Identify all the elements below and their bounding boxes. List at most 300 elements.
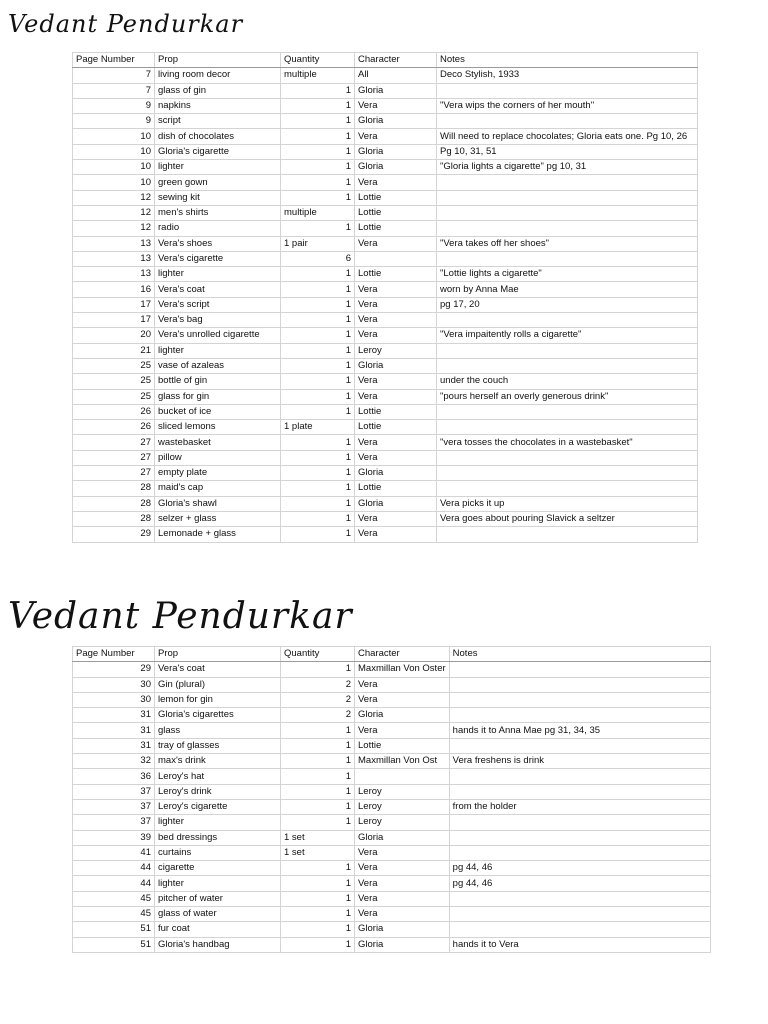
notes-cell (437, 83, 698, 98)
quantity-cell: 1 (281, 404, 355, 419)
prop-cell: selzer + glass (155, 511, 281, 526)
prop-cell: Gloria's handbag (155, 937, 281, 952)
quantity-cell: 1 (281, 876, 355, 891)
prop-cell: lighter (155, 160, 281, 175)
prop-cell: Vera's shoes (155, 236, 281, 251)
notes-cell (449, 830, 710, 845)
notes-cell (449, 662, 710, 677)
column-header: Page Number (73, 53, 155, 68)
quantity-cell: 1 (281, 799, 355, 814)
notes-cell (449, 922, 710, 937)
column-header: Notes (437, 53, 698, 68)
prop-cell: lighter (155, 815, 281, 830)
quantity-cell: 1 (281, 190, 355, 205)
table-row (73, 466, 698, 481)
quantity-cell: 1 (281, 144, 355, 159)
quantity-cell: 1 (281, 723, 355, 738)
table-row (73, 313, 698, 328)
quantity-cell: 1 (281, 221, 355, 236)
notes-cell (437, 114, 698, 129)
table-row (73, 175, 698, 190)
notes-cell: pg 44, 46 (449, 861, 710, 876)
prop-cell: radio (155, 221, 281, 236)
table-row (73, 891, 711, 906)
notes-cell (449, 845, 710, 860)
prop-cell: living room decor (155, 68, 281, 83)
page-number-cell: 26 (73, 420, 155, 435)
prop-cell: cigarette (155, 861, 281, 876)
header-row (73, 647, 711, 662)
notes-cell (449, 692, 710, 707)
quantity-cell: 1 (281, 861, 355, 876)
quantity-cell: 1 (281, 175, 355, 190)
prop-cell: men's shirts (155, 205, 281, 220)
prop-cell: Vera's coat (155, 662, 281, 677)
page-number-cell: 31 (73, 708, 155, 723)
page-number-cell: 10 (73, 160, 155, 175)
page-number-cell: 28 (73, 481, 155, 496)
props-table (72, 646, 711, 953)
quantity-cell: 1 (281, 343, 355, 358)
prop-cell: lemon for gin (155, 692, 281, 707)
page-number-cell: 13 (73, 236, 155, 251)
character-cell: Vera (355, 677, 450, 692)
prop-cell: Gin (plural) (155, 677, 281, 692)
quantity-cell: 1 pair (281, 236, 355, 251)
page-number-cell: 20 (73, 328, 155, 343)
notes-cell: Vera picks it up (437, 496, 698, 511)
character-cell: Lottie (355, 738, 450, 753)
notes-cell (449, 738, 710, 753)
quantity-cell: 1 (281, 662, 355, 677)
prop-cell: empty plate (155, 466, 281, 481)
prop-cell: Vera's bag (155, 313, 281, 328)
prop-cell: bed dressings (155, 830, 281, 845)
character-cell: Vera (355, 907, 450, 922)
quantity-cell: 1 (281, 784, 355, 799)
table-row (73, 282, 698, 297)
character-cell: Maxmillan Von Oster (355, 662, 450, 677)
table-row (73, 662, 711, 677)
prop-cell: max's drink (155, 754, 281, 769)
page-number-cell: 13 (73, 267, 155, 282)
prop-cell: pillow (155, 450, 281, 465)
character-cell: Gloria (355, 937, 450, 952)
notes-cell: under the couch (437, 374, 698, 389)
table-row (73, 343, 698, 358)
notes-cell (437, 190, 698, 205)
table-row (73, 496, 698, 511)
character-cell: Vera (355, 511, 437, 526)
notes-cell (437, 221, 698, 236)
prop-cell: Vera's unrolled cigarette (155, 328, 281, 343)
page-number-cell: 25 (73, 389, 155, 404)
page-number-cell: 37 (73, 784, 155, 799)
character-cell: Lottie (355, 481, 437, 496)
prop-cell: glass (155, 723, 281, 738)
page-number-cell: 28 (73, 511, 155, 526)
notes-cell (449, 769, 710, 784)
table-row (73, 511, 698, 526)
character-cell: Gloria (355, 922, 450, 937)
page-number-cell: 25 (73, 374, 155, 389)
prop-cell: bucket of ice (155, 404, 281, 419)
quantity-cell: 1 set (281, 845, 355, 860)
character-cell: Gloria (355, 358, 437, 373)
notes-cell: hands it to Vera (449, 937, 710, 952)
quantity-cell: 1 (281, 754, 355, 769)
prop-cell: Leroy's hat (155, 769, 281, 784)
page-number-cell: 37 (73, 799, 155, 814)
page-number-cell: 28 (73, 496, 155, 511)
notes-cell (437, 527, 698, 542)
column-header: Quantity (281, 53, 355, 68)
page-number-cell: 7 (73, 68, 155, 83)
column-header: Page Number (73, 647, 155, 662)
table-row (73, 374, 698, 389)
character-cell: Lottie (355, 205, 437, 220)
character-cell: Lottie (355, 190, 437, 205)
prop-cell: lighter (155, 876, 281, 891)
character-cell: Gloria (355, 160, 437, 175)
character-cell: Gloria (355, 114, 437, 129)
notes-cell: Pg 10, 31, 51 (437, 144, 698, 159)
props-table (72, 52, 698, 543)
prop-cell: glass for gin (155, 389, 281, 404)
table-row (73, 114, 698, 129)
table-row (73, 723, 711, 738)
column-header: Character (355, 647, 450, 662)
notes-cell: worn by Anna Mae (437, 282, 698, 297)
page-number-cell: 17 (73, 313, 155, 328)
notes-cell (437, 481, 698, 496)
table-row (73, 267, 698, 282)
page-number-cell: 41 (73, 845, 155, 860)
quantity-cell: 1 (281, 922, 355, 937)
page-number-cell: 51 (73, 937, 155, 952)
character-cell: Vera (355, 328, 437, 343)
notes-cell (437, 251, 698, 266)
notes-cell (449, 815, 710, 830)
quantity-cell: 1 (281, 282, 355, 297)
page-number-cell: 29 (73, 527, 155, 542)
notes-cell: Vera goes about pouring Slavick a seltzer (437, 511, 698, 526)
page-number-cell: 13 (73, 251, 155, 266)
page-number-cell: 31 (73, 723, 155, 738)
prop-cell: glass of gin (155, 83, 281, 98)
prop-cell: dish of chocolates (155, 129, 281, 144)
table-row (73, 481, 698, 496)
column-header: Prop (155, 53, 281, 68)
notes-cell: "Lottie lights a cigarette" (437, 267, 698, 282)
page-number-cell: 36 (73, 769, 155, 784)
table-row (73, 769, 711, 784)
notes-cell (449, 677, 710, 692)
notes-cell: "pours herself an overly generous drink" (437, 389, 698, 404)
page-number-cell: 27 (73, 435, 155, 450)
table-row (73, 83, 698, 98)
prop-cell: wastebasket (155, 435, 281, 450)
table-row (73, 527, 698, 542)
table-row (73, 784, 711, 799)
quantity-cell: 1 (281, 481, 355, 496)
quantity-cell: 1 (281, 511, 355, 526)
table-row (73, 922, 711, 937)
notes-cell (437, 466, 698, 481)
quantity-cell: 1 plate (281, 420, 355, 435)
quantity-cell: 2 (281, 708, 355, 723)
table-row (73, 236, 698, 251)
page-number-cell: 29 (73, 662, 155, 677)
prop-cell: Vera's script (155, 297, 281, 312)
character-cell: Vera (355, 845, 450, 860)
page-number-cell: 16 (73, 282, 155, 297)
page-number-cell: 26 (73, 404, 155, 419)
quantity-cell: 1 (281, 496, 355, 511)
quantity-cell: 1 (281, 937, 355, 952)
table-row (73, 389, 698, 404)
quantity-cell: 1 (281, 114, 355, 129)
prop-cell: Lemonade + glass (155, 527, 281, 542)
table-row (73, 692, 711, 707)
notes-cell (437, 343, 698, 358)
page-number-cell: 7 (73, 83, 155, 98)
table-row (73, 68, 698, 83)
table-row (73, 328, 698, 343)
prop-cell: Vera's cigarette (155, 251, 281, 266)
page-number-cell: 27 (73, 450, 155, 465)
prop-cell: glass of water (155, 907, 281, 922)
quantity-cell: 1 (281, 891, 355, 906)
prop-cell: maid's cap (155, 481, 281, 496)
table-row (73, 738, 711, 753)
table-row (73, 98, 698, 113)
character-cell: Vera (355, 723, 450, 738)
character-cell: Maxmillan Von Ost (355, 754, 450, 769)
character-cell: Lottie (355, 404, 437, 419)
prop-cell: green gown (155, 175, 281, 190)
notes-cell: pg 44, 46 (449, 876, 710, 891)
quantity-cell: 1 (281, 83, 355, 98)
character-cell: Lottie (355, 420, 437, 435)
notes-cell (437, 313, 698, 328)
table-row (73, 677, 711, 692)
character-cell (355, 769, 450, 784)
notes-cell (437, 358, 698, 373)
page-number-cell: 32 (73, 754, 155, 769)
character-cell: Vera (355, 374, 437, 389)
table-row (73, 861, 711, 876)
character-cell: Vera (355, 236, 437, 251)
table-row (73, 160, 698, 175)
table-row (73, 404, 698, 419)
quantity-cell: 1 (281, 358, 355, 373)
column-header: Quantity (281, 647, 355, 662)
character-cell: Vera (355, 450, 437, 465)
table-row (73, 937, 711, 952)
character-cell: Vera (355, 129, 437, 144)
table-row (73, 190, 698, 205)
quantity-cell: 1 (281, 769, 355, 784)
character-cell: Gloria (355, 144, 437, 159)
notes-cell: Vera freshens is drink (449, 754, 710, 769)
page-number-cell: 10 (73, 144, 155, 159)
page-number-cell: 10 (73, 129, 155, 144)
prop-cell: Leroy's drink (155, 784, 281, 799)
prop-cell: bottle of gin (155, 374, 281, 389)
quantity-cell: 2 (281, 677, 355, 692)
quantity-cell: 1 (281, 527, 355, 542)
page-number-cell: 45 (73, 907, 155, 922)
column-header: Prop (155, 647, 281, 662)
table-row (73, 754, 711, 769)
page-number-cell: 30 (73, 677, 155, 692)
character-cell: Gloria (355, 83, 437, 98)
character-cell (355, 251, 437, 266)
prop-cell: vase of azaleas (155, 358, 281, 373)
table-row (73, 830, 711, 845)
notes-cell: from the holder (449, 799, 710, 814)
notes-cell: "Vera impaitently rolls a cigarette" (437, 328, 698, 343)
notes-cell (437, 420, 698, 435)
quantity-cell: 1 (281, 907, 355, 922)
character-cell: Gloria (355, 708, 450, 723)
prop-cell: curtains (155, 845, 281, 860)
character-cell: Leroy (355, 343, 437, 358)
character-cell: Leroy (355, 815, 450, 830)
page-number-cell: 39 (73, 830, 155, 845)
notes-cell: "vera tosses the chocolates in a wastebasket" (437, 435, 698, 450)
notes-cell: "Vera takes off her shoes" (437, 236, 698, 251)
character-cell: Lottie (355, 221, 437, 236)
page-number-cell: 27 (73, 466, 155, 481)
quantity-cell: 1 (281, 466, 355, 481)
page-number-cell: 51 (73, 922, 155, 937)
prop-cell: sliced lemons (155, 420, 281, 435)
page-number-cell: 21 (73, 343, 155, 358)
quantity-cell: 1 (281, 98, 355, 113)
table-row (73, 420, 698, 435)
character-cell: Vera (355, 891, 450, 906)
character-cell: Vera (355, 692, 450, 707)
character-cell: All (355, 68, 437, 83)
table-row (73, 297, 698, 312)
character-cell: Vera (355, 876, 450, 891)
character-cell: Vera (355, 389, 437, 404)
notes-cell: Will need to replace chocolates; Gloria eats one. Pg 10, 26 (437, 129, 698, 144)
character-cell: Vera (355, 527, 437, 542)
notes-cell: pg 17, 20 (437, 297, 698, 312)
table-row (73, 815, 711, 830)
quantity-cell: 1 (281, 389, 355, 404)
table-row (73, 144, 698, 159)
table-row (73, 205, 698, 220)
page-number-cell: 9 (73, 98, 155, 113)
prop-cell: lighter (155, 343, 281, 358)
prop-cell: Gloria's shawl (155, 496, 281, 511)
quantity-cell: 1 (281, 435, 355, 450)
quantity-cell: 1 (281, 129, 355, 144)
character-cell: Vera (355, 861, 450, 876)
character-cell: Leroy (355, 799, 450, 814)
notes-cell: "Vera wips the corners of her mouth" (437, 98, 698, 113)
quantity-cell: 1 (281, 328, 355, 343)
prop-cell: fur coat (155, 922, 281, 937)
prop-cell: napkins (155, 98, 281, 113)
table-row (73, 435, 698, 450)
page-number-cell: 44 (73, 861, 155, 876)
table-row (73, 129, 698, 144)
notes-cell (437, 404, 698, 419)
character-cell: Vera (355, 98, 437, 113)
prop-cell: Gloria's cigarette (155, 144, 281, 159)
page-number-cell: 31 (73, 738, 155, 753)
page-number-cell: 12 (73, 221, 155, 236)
notes-cell (449, 907, 710, 922)
quantity-cell: 1 (281, 267, 355, 282)
table-row (73, 876, 711, 891)
page-number-cell: 10 (73, 175, 155, 190)
prop-cell: tray of glasses (155, 738, 281, 753)
prop-cell: pitcher of water (155, 891, 281, 906)
notes-cell: "Gloria lights a cigarette" pg 10, 31 (437, 160, 698, 175)
notes-cell: hands it to Anna Mae pg 31, 34, 35 (449, 723, 710, 738)
prop-cell: sewing kit (155, 190, 281, 205)
notes-cell (437, 450, 698, 465)
notes-cell (449, 891, 710, 906)
prop-cell: Leroy's cigarette (155, 799, 281, 814)
page-number-cell: 12 (73, 205, 155, 220)
character-cell: Vera (355, 313, 437, 328)
page-number-cell: 44 (73, 876, 155, 891)
table-row (73, 221, 698, 236)
signature: Vedant Pendurkar (8, 10, 244, 38)
quantity-cell: 1 set (281, 830, 355, 845)
column-header: Notes (449, 647, 710, 662)
prop-cell: lighter (155, 267, 281, 282)
character-cell: Gloria (355, 466, 437, 481)
quantity-cell: 1 (281, 160, 355, 175)
notes-cell: Deco Stylish, 1933 (437, 68, 698, 83)
table-row (73, 799, 711, 814)
notes-cell (437, 175, 698, 190)
character-cell: Vera (355, 175, 437, 190)
table-row (73, 845, 711, 860)
prop-cell: Vera's coat (155, 282, 281, 297)
character-cell: Vera (355, 435, 437, 450)
header-row (73, 53, 698, 68)
page-number-cell: 30 (73, 692, 155, 707)
column-header: Character (355, 53, 437, 68)
page-number-cell: 37 (73, 815, 155, 830)
table-row (73, 251, 698, 266)
quantity-cell: 2 (281, 692, 355, 707)
character-cell: Lottie (355, 267, 437, 282)
quantity-cell: 1 (281, 815, 355, 830)
page-number-cell: 12 (73, 190, 155, 205)
quantity-cell: 1 (281, 313, 355, 328)
table-row (73, 907, 711, 922)
page-number-cell: 45 (73, 891, 155, 906)
character-cell: Gloria (355, 496, 437, 511)
quantity-cell: 1 (281, 450, 355, 465)
notes-cell (437, 205, 698, 220)
quantity-cell: 1 (281, 374, 355, 389)
character-cell: Vera (355, 297, 437, 312)
page-number-cell: 17 (73, 297, 155, 312)
notes-cell (449, 784, 710, 799)
quantity-cell: multiple (281, 205, 355, 220)
